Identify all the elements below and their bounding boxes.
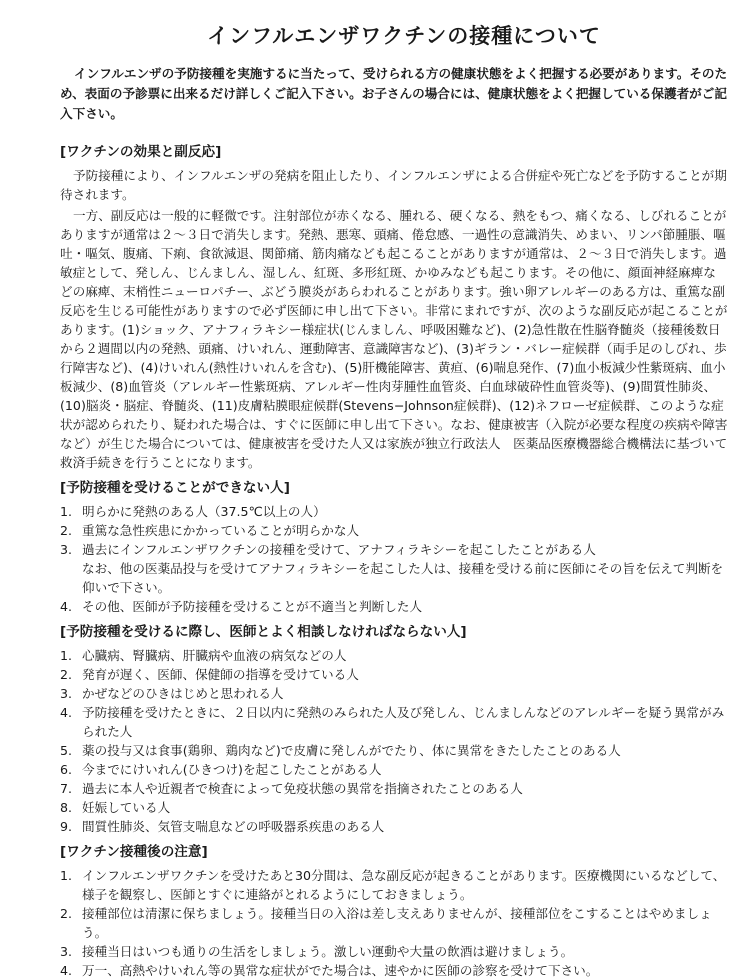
list-item-number: 7. [60, 781, 73, 796]
list-item-text [82, 521, 728, 540]
list-item-line: 明らかに発熱のある人（37.5℃以上の人） [82, 504, 326, 519]
list-item-number: 2. [60, 667, 73, 682]
list-consult [60, 646, 728, 836]
list-item [60, 521, 728, 540]
list-item-line: かぜなどのひきはじめと思われる人 [82, 686, 284, 701]
list-cannot [60, 502, 728, 616]
list-item-text [82, 703, 728, 741]
list-item [60, 779, 728, 798]
list-item-line: なお、他の医薬品投与を受けてアナフィラキシーを起こした人は、接種を受ける前に医師にその旨を伝えて判断を仰いで下さい。 [82, 561, 724, 595]
list-item-line: 間質性肺炎、気管支喘息などの呼吸器系疾患のある人 [82, 819, 385, 834]
list-item-text [82, 779, 728, 798]
list-item [60, 798, 728, 817]
list-item-line: 発育が遅く、医師、保健師の指導を受けている人 [82, 667, 359, 682]
list-item-line: 接種部位は清潔に保ちましょう。接種当日の入浴は差し支えありませんが、接種部位をこすることはやめましょう。 [82, 906, 712, 940]
list-item-line: 重篤な急性疾患にかかっていることが明らかな人 [82, 523, 360, 538]
list-item-text [82, 866, 728, 904]
section-after [60, 842, 728, 980]
list-item-text [82, 540, 728, 597]
list-item [60, 741, 728, 760]
list-item [60, 817, 728, 836]
list-item [60, 942, 728, 961]
list-item-line: 過去に本人や近親者で検査によって免疫状態の異常を指摘されたことのある人 [82, 781, 523, 796]
list-item [60, 597, 728, 616]
section-heading-after: [ワクチン接種後の注意] [60, 844, 208, 860]
section-heading-consult: [予防接種を受けるに際し、医師とよく相談しなければならない人] [60, 624, 467, 640]
list-item-number: 2. [60, 906, 73, 921]
list-item-text [82, 760, 728, 779]
list-item-text [82, 798, 728, 817]
list-item-number: 1. [60, 648, 73, 663]
section-heading-cannot: [予防接種を受けることができない人] [60, 480, 290, 496]
list-item-number: 4. [60, 963, 73, 978]
list-item-text [82, 942, 728, 961]
list-item [60, 866, 728, 904]
list-item [60, 646, 728, 665]
list-item-number: 1. [60, 868, 73, 883]
list-item-text [82, 502, 728, 521]
list-item-line: 薬の投与又は食事(鶏卵、鶏肉など)で皮膚に発しんがでたり、体に異常をきたしたことのある人 [82, 743, 621, 758]
list-item [60, 703, 728, 741]
list-item [60, 665, 728, 684]
list-item-number: 8. [60, 800, 73, 815]
list-item-line: 妊娠している人 [82, 800, 171, 815]
list-item-text [82, 817, 728, 836]
list-item-number: 6. [60, 762, 73, 777]
list-item-line: 心臓病、腎臓病、肝臓病や血液の病気などの人 [82, 648, 347, 663]
list-item [60, 961, 728, 980]
list-item-text [82, 646, 728, 665]
list-item-line: 予防接種を受けたときに、２日以内に発熱のみられた人及び発しん、じんましんなどのアレルギーを疑う異常がみられた人 [82, 705, 725, 739]
list-item-text [82, 665, 728, 684]
list-item-text [82, 741, 728, 760]
list-item-number: 3. [60, 686, 73, 701]
list-item [60, 540, 728, 597]
list-item-number: 1. [60, 504, 73, 519]
list-item-text [82, 904, 728, 942]
list-item-text [82, 961, 728, 980]
list-item-text [82, 597, 728, 616]
section-consult [60, 622, 728, 836]
list-item-number: 9. [60, 819, 73, 834]
list-item-line: インフルエンザワクチンを受けたあと30分間は、急な副反応が起きることがあります。医療機関にいるなどして、様子を観察し、医師とすぐに連絡がとれるようにしておきましょう。 [82, 868, 726, 902]
list-item-line: 接種当日はいつも通りの生活をしましょう。激しい運動や大量の飲酒は避けましょう。 [82, 944, 574, 959]
section-effects [60, 142, 728, 472]
section-heading-effects: [ワクチンの効果と副反応] [60, 144, 222, 160]
list-after [60, 866, 728, 980]
list-item-number: 4. [60, 599, 73, 614]
list-item-line: その他、医師が予防接種を受けることが不適当と判断した人 [82, 599, 423, 614]
list-item-number: 3. [60, 542, 73, 557]
list-item-number: 3. [60, 944, 73, 959]
intro-paragraph: インフルエンザの予防接種を実施するに当たって、受けられる方の健康状態をよく把握する必要があります。そのため、表面の予診票に出来るだけ詳しくご記入下さい。お子さんの場合には、健康状態をよく把握している保護者がご記入下さい。 [60, 66, 728, 121]
list-item [60, 684, 728, 703]
list-item [60, 760, 728, 779]
list-item-line: 万一、高熱やけいれん等の異常な症状がでた場合は、速やかに医師の診察を受けて下さい。 [82, 963, 599, 978]
list-item-number: 2. [60, 523, 73, 538]
effects-paragraph-2: 一方、副反応は一般的に軽微です。注射部位が赤くなる、腫れる、硬くなる、熱をもつ、痛くなる、しびれることがありますが通常は２～３日で消失します。発熱、悪寒、頭痛、倦怠感、一過性の意識消失、めまい、リンパ節腫脹、嘔吐・嘔気、腹痛、下痢、食欲減退、関節痛、筋肉痛なども起こることがありますが通常は、２～３日で消失します。過敏症として、発しん、じんましん、湿しん、紅斑、多形紅斑、かゆみなども起こります。その他に、顔面神経麻痺などの麻痺、末梢性ニューロパチー、ぶどう膜炎があらわれることがあります。強い卵アレルギーのある方は、重篤な副反応を生じる可能性がありますので必ず医師に申し出て下さい。非常にまれですが、次のような副反応が起こることがあります。(1)ショック、アナフィラキシー様症状(じんましん、呼吸困難など)、(2)急性散在性脳脊髄炎（接種後数日から２週間以内の発熱、頭痛、けいれん、運動障害、意識障害など)、(3)ギラン・バレー症候群（両手足のしびれ、歩行障害など)、(4)けいれん(熱性けいれんを含む)、(5)肝機能障害、黄疸、(6)喘息発作、(7)血小板減少性紫斑病、血小板減少、(8)血管炎（アレルギー性紫斑病、アレルギー性肉芽腫性血管炎、白血球破砕性血管炎等)、(9)間質性肺炎、(10)脳炎・脳症、脊髄炎、(11)皮膚粘膜眼症候群(Stevens−Johnson症候群)、(12)ネフローゼ症候群、このような症状が認められたり、疑われた場合は、すぐに医師に申し出て下さい。なお、健康被害（入院が必要な程度の疾病や障害など）が生じた場合については、健康被害を受けた人又は家族が独立行政法人 医薬品医療機器総合機構法に基づいて救済手続きを行うことになります。 [60, 208, 728, 470]
list-item-line: 過去にインフルエンザワクチンの接種を受けて、アナフィラキシーを起こしたことがある人 [82, 542, 596, 557]
section-cannot [60, 478, 728, 616]
list-item-line: 今までにけいれん(ひきつけ)を起こしたことがある人 [82, 762, 382, 777]
list-item [60, 502, 728, 521]
list-item-number: 5. [60, 743, 73, 758]
list-item-text [82, 684, 728, 703]
list-item [60, 904, 728, 942]
page-title: インフルエンザワクチンの接種について [207, 24, 601, 48]
list-item-number: 4. [60, 705, 73, 720]
effects-paragraph-1: 予防接種により、インフルエンザの発病を阻止したり、インフルエンザによる合併症や死亡などを予防することが期待されます。 [60, 168, 727, 202]
intro-text [60, 64, 728, 124]
